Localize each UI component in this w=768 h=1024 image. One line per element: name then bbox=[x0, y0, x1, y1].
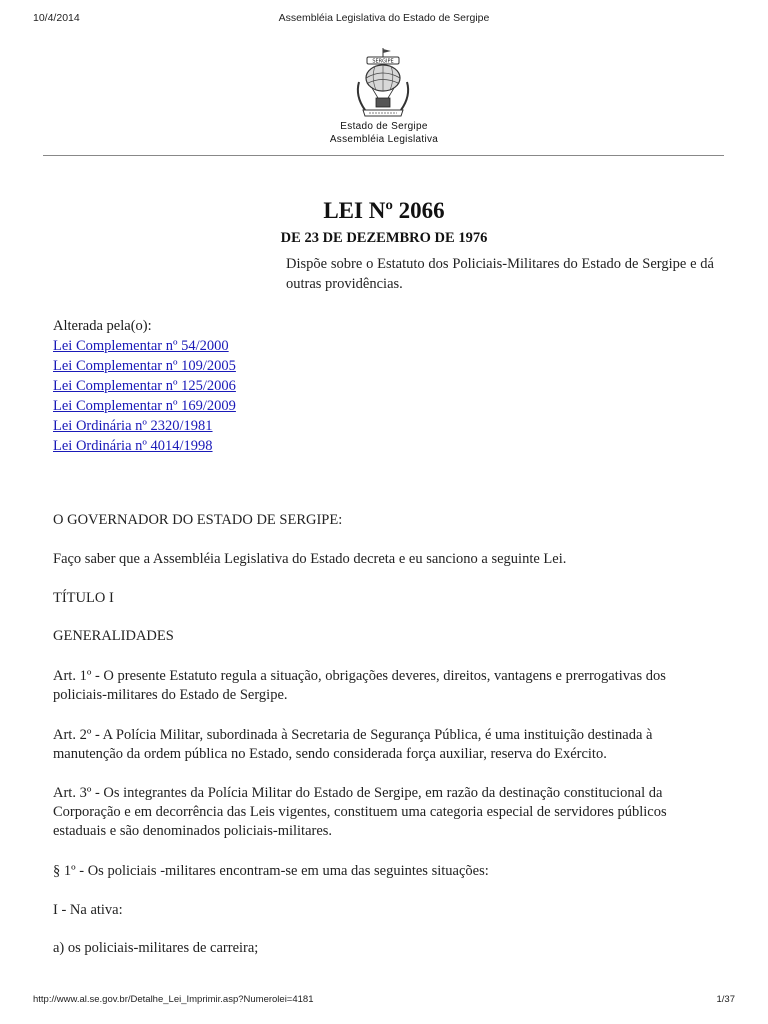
amendments-list bbox=[53, 316, 453, 456]
amendment-link[interactable]: Lei Complementar nº 169/2009 bbox=[53, 398, 236, 414]
item-a: a) os policiais-militares de carreira; bbox=[53, 940, 259, 956]
paragraph-1: § 1º - Os policiais -militares encontram-se em uma das seguintes situações: bbox=[53, 863, 489, 879]
amendment-link[interactable]: Lei Complementar nº 109/2005 bbox=[53, 358, 236, 374]
header-divider bbox=[43, 155, 724, 156]
print-footer bbox=[0, 994, 768, 1010]
amendments-label: Alterada pela(o): bbox=[53, 318, 152, 334]
organization-block bbox=[0, 121, 768, 146]
article-2: Art. 2º - A Polícia Militar, subordinada à Secretaria de Segurança Pública, é uma instituição destinada à manutenção da ordem pública no Estado, sendo considerada força auxiliar, reserva do Exército. bbox=[53, 727, 653, 762]
print-title: Assembléia Legislativa do Estado de Sergipe bbox=[278, 12, 490, 24]
article-3: Art. 3º - Os integrantes da Polícia Militar do Estado de Sergipe, em razão da destinação constitucional da Corporação e em decorrência das Leis vigentes, constituem uma categoria especial de servidores públicos estaduais e são denominados policiais-militares. bbox=[53, 785, 667, 839]
governor-line: O GOVERNADOR DO ESTADO DE SERGIPE: bbox=[53, 512, 343, 528]
print-url: http://www.al.se.gov.br/Detalhe_Lei_Imprimir.asp?Numerolei=4181 bbox=[33, 994, 314, 1005]
law-title: LEI Nº 2066 bbox=[323, 198, 445, 223]
amendment-link[interactable]: Lei Complementar nº 125/2006 bbox=[53, 378, 236, 394]
print-date: 10/4/2014 bbox=[33, 12, 80, 24]
law-date: DE 23 DE DEZEMBRO DE 1976 bbox=[280, 230, 488, 246]
page-number: 1/37 bbox=[716, 994, 735, 1005]
emblem-banner-text: SERGIPE bbox=[372, 58, 394, 65]
coat-of-arms-icon bbox=[345, 46, 421, 122]
amendment-link[interactable]: Lei Ordinária nº 2320/1981 bbox=[53, 418, 213, 434]
decree-line: Faço saber que a Assembléia Legislativa do Estado decreta e eu sanciono a seguinte Lei. bbox=[53, 551, 567, 567]
org-state: Estado de Sergipe bbox=[340, 121, 428, 132]
org-assembly: Assembléia Legislativa bbox=[329, 133, 439, 145]
amendment-link[interactable]: Lei Complementar nº 54/2000 bbox=[53, 338, 229, 354]
article-1: Art. 1º - O presente Estatuto regula a situação, obrigações deveres, direitos, vantagens e prerrogativas dos policiais-militares do Estado de Sergipe. bbox=[53, 668, 666, 703]
item-1: I - Na ativa: bbox=[53, 902, 123, 918]
law-summary: Dispõe sobre o Estatuto dos Policiais-Militares do Estado de Sergipe e dá outras providências. bbox=[286, 256, 714, 292]
title-heading: TÍTULO I bbox=[53, 590, 114, 606]
print-header bbox=[0, 12, 768, 28]
amendment-link[interactable]: Lei Ordinária nº 4014/1998 bbox=[53, 438, 213, 454]
section-heading: GENERALIDADES bbox=[53, 628, 174, 644]
